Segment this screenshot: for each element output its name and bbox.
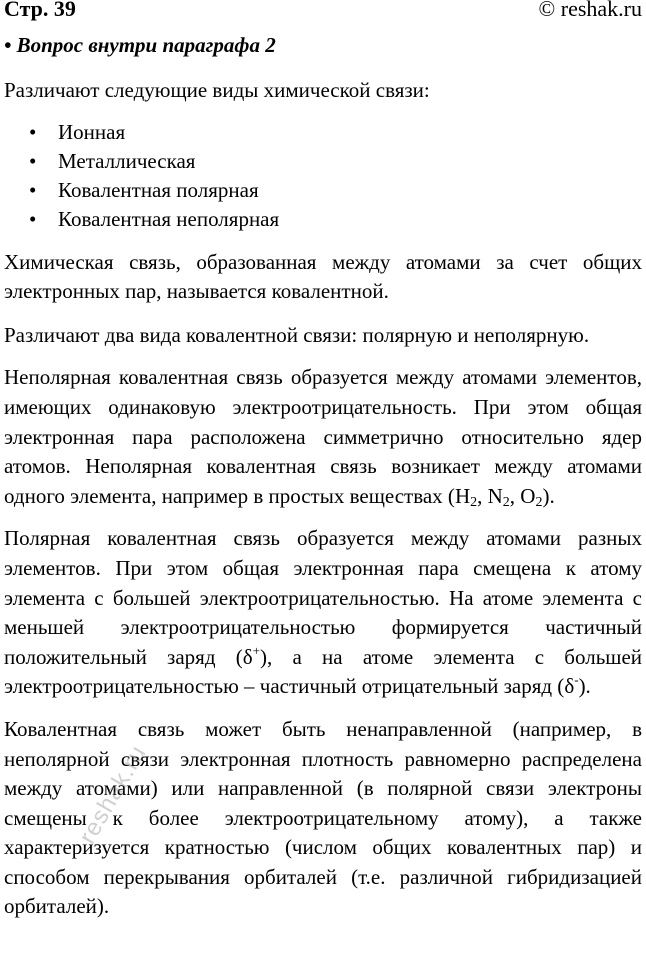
paragraph-covalent-kinds: Различают два вида ковалентной связи: полярную и неполярную.: [4, 322, 590, 347]
paragraph-text: Полярная ковалентная связь образуется между атомами разных элементов. При этом общая электронная пара смещена к атому элемента с большей электроотрицательностью. На атоме элемента с меньшей электроотрицательностью формируется частичный положительный заряд (: [4, 526, 642, 669]
paragraph-nonpolar: Неполярная ковалентная связь образуется между атомами элементов, имеющих одинаковую электроотрицательность. При этом общая электронная пара расположена симметрично относительно ядер атомов. Неполярная ковалентная связь возникает между атомами одного элемента, например в простых веществах ($H_2$, $N_2$, $O_2$).: [4, 365, 642, 510]
watermark: reshak.ru: [74, 740, 152, 849]
formula-n2: $N_2$: [487, 483, 510, 510]
paragraph-covalent-definition: Химическая связь, образованная между атомами за счет общих электронных пар, называется ковалентной.: [4, 249, 642, 304]
bond-types-list: [4, 118, 642, 234]
page-content: [4, 0, 642, 922]
bullet-icon: •: [29, 206, 37, 231]
bullet-icon: •: [29, 148, 37, 173]
paragraph-directionality: Ковалентная связь может быть ненаправленной (например, в неполярной связи электронная плотность равномерно распределена между атомами) или направленной (в полярной связи электроны смещены к более электроотрицательному атому), а также характеризуется кратностью (числом общих ковалентных пар) и способом перекрывания орбиталей (т.е. различной гибридизацией орбиталей).: [4, 716, 642, 919]
list-item: [4, 118, 642, 147]
list-item: [4, 205, 642, 234]
delta-minus: δ-: [564, 672, 579, 699]
list-item-label: Ковалентная полярная: [58, 177, 259, 202]
paragraph-text: Неполярная ковалентная связь образуется между атомами элементов, имеющих одинаковую электроотрицательность. При этом общая электронная пара расположена симметрично относительно ядер атомов. Неполярная ковалентная связь возникает между атомами одного элемента, например в простых веществах (: [4, 365, 642, 508]
list-item-label: Ионная: [58, 119, 126, 144]
page-header: [4, 0, 642, 22]
bullet-icon: •: [29, 177, 37, 202]
list-item-label: Ковалентная неполярная: [58, 206, 280, 231]
intro-text: Различают следующие виды химической связи:: [4, 78, 430, 102]
list-item-label: Металлическая: [58, 148, 196, 173]
formula-o2: $O_2$: [520, 483, 543, 510]
delta-plus: δ+: [242, 642, 260, 669]
page-number: Стр. 39: [4, 0, 76, 21]
list-item: [4, 147, 642, 176]
list-item: [4, 176, 642, 205]
source-credit: © reshak.ru: [538, 0, 642, 21]
bullet-icon: •: [29, 119, 37, 144]
paragraph-polar: Полярная ковалентная связь образуется между атомами разных элементов. При этом общая электронная пара смещена к атому элемента с большей электроотрицательностью. На атоме элемента с меньшей электроотрицательностью формируется частичный положительный заряд (δ+), а на атоме элемента с большей электроотрицательностью – частичный отрицательный заряд (δ-).: [4, 526, 643, 699]
formula-h2: $H_2$: [454, 483, 478, 510]
question-title: • Вопрос внутри параграфа 2: [4, 33, 276, 57]
